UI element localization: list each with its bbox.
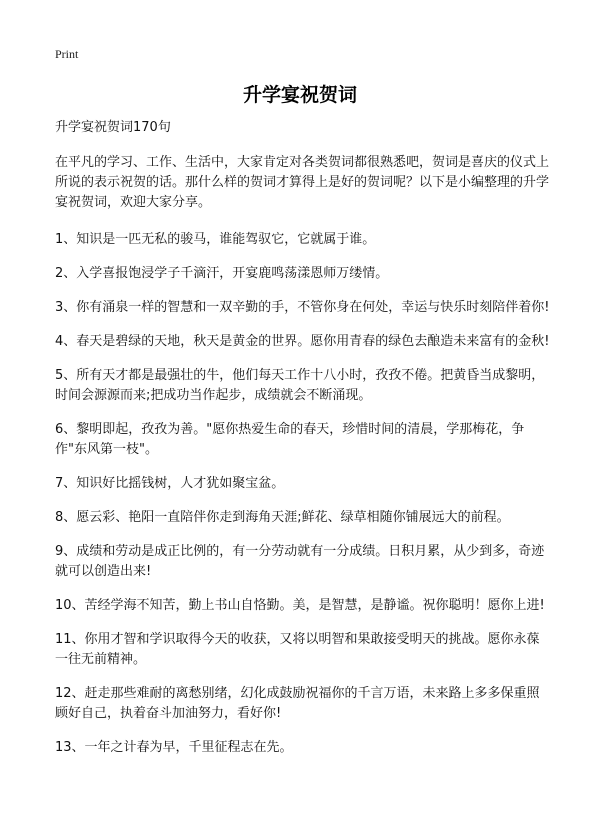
list-item: 7、知识好比摇钱树，人才犹如聚宝盆。 [55, 476, 285, 491]
list-item: 5、所有天才都是最强壮的牛，他们每天工作十八小时，孜孜不倦。把黄昏当成黎明，时间会源源而来;把成功当作起步，成绩就会不断涌现。 [55, 368, 545, 403]
list-item: 11、你用才智和学识取得今天的收获，又将以明智和果敢接受明天的挑战。愿你永葆一往无前精神。 [55, 632, 540, 667]
list-item: 8、愿云彩、艳阳一直陪伴你走到海角天涯;鲜花、绿草相随你铺展远大的前程。 [55, 510, 510, 525]
list-item: 9、成绩和劳动是成正比例的，有一分劳动就有一分成绩。日积月累，从少到多，奇迹就可以创造出来! [55, 544, 545, 579]
intro-paragraph: 在平凡的学习、工作、生活中，大家肯定对各类贺词都很熟悉吧，贺词是喜庆的仪式上所说的表示祝贺的话。那什么样的贺词才算得上是好的贺词呢？以下是小编整理的升学宴祝贺词，欢迎大家分享。 [55, 155, 550, 210]
list-item: 6、黎明即起，孜孜为善。"愿你热爱生命的春天，珍惜时间的清晨，学那梅花，争作"东风第一枝"。 [55, 422, 525, 457]
list-item: 10、苦经学海不知苦，勤上书山自恪勤。美，是智慧，是静谧。祝你聪明！愿你上进! [55, 598, 545, 613]
list-item: 3、你有涌泉一样的智慧和一双辛勤的手，不管你身在何处，幸运与快乐时刻陪伴着你! [55, 300, 550, 315]
list-item: 12、赶走那些难耐的离愁别绪，幻化成鼓励祝福你的千言万语，未来路上多多保重照顾好自己，执着奋斗加油努力，看好你! [55, 686, 540, 721]
page-title: 升学宴祝贺词 [242, 84, 357, 106]
article-body [55, 118, 550, 772]
list-item: 4、春天是碧绿的天地，秋天是黄金的世界。愿你用青春的绿色去酿造未来富有的金秋! [55, 334, 550, 349]
article-subtitle: 升学宴祝贺词170句 [55, 120, 171, 135]
list-item: 13、一年之计春为早，千里征程志在先。 [55, 740, 293, 755]
list-item: 2、入学喜报饱浸学子千滴汗，开宴鹿鸣荡漾恩师万缕情。 [55, 266, 389, 281]
list-item: 1、知识是一匹无私的骏马，谁能驾驭它，它就属于谁。 [55, 232, 376, 247]
print-link[interactable]: Print [55, 47, 79, 61]
